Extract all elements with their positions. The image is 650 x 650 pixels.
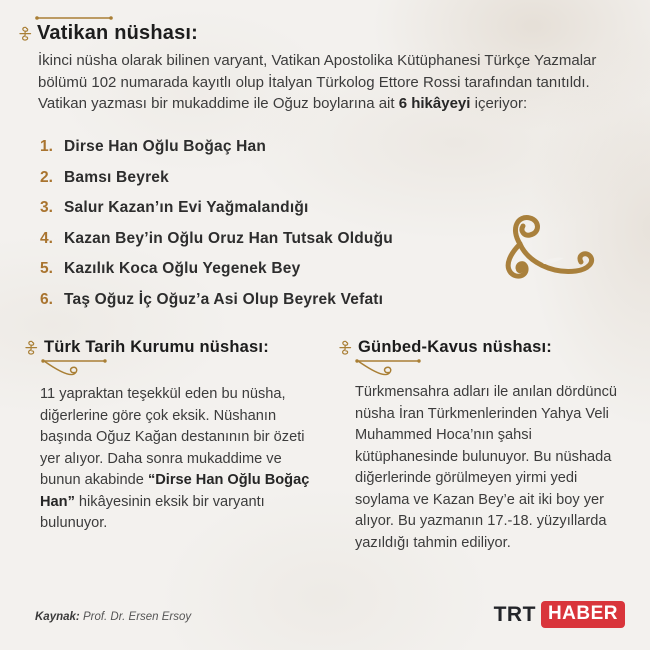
list-item-text: Salur Kazan’ın Evi Yağmalandığı <box>64 199 309 216</box>
fleuron-icon <box>24 339 39 357</box>
left-body-text: 11 yapraktan teşekkül eden bu nüsha, diğerlerine göre çok eksik. Nüshanın başında Oğuz Kağan destanının bir özeti yer alıyor. Daha sonra mukaddime ve bunun akabinde <box>40 386 305 488</box>
list-item-number: 2. <box>40 168 53 186</box>
right-column-body: Türkmensahra adları ile anılan dördüncü nüsha İran Türkmenlerinden Yahya Veli Muhammed Hoca’nın şahsi kütüphanesinde bulunuyor. Bu nüshada diğerlerinde görülmeyen yirmi yedi soylama ve Kazan Bey’e ait iki boy yer alıyor. Bu yazmanın 17.-18. yüzyıllarda yazıldığı tahmin ediliyor. <box>355 384 618 551</box>
list-item-text: Bamsı Beyrek <box>64 168 169 186</box>
list-item <box>40 260 393 278</box>
logo-haber-badge: HABER <box>541 601 625 628</box>
list-item <box>40 199 393 217</box>
main-title-row <box>18 22 198 45</box>
list-item-text: Kazan Bey’in Oğlu Oruz Han Tutsak Olduğu <box>64 229 393 247</box>
left-column-heading-row <box>24 338 269 357</box>
left-heading-underline-flourish <box>40 358 110 382</box>
intro-paragraph <box>38 50 630 115</box>
left-body-text-end: hikâyesinin eksik bir varyantı bulunuyor. <box>40 493 265 531</box>
list-item-number: 1. <box>40 138 53 155</box>
list-item <box>40 230 393 248</box>
list-item-number: 4. <box>40 229 53 247</box>
list-item <box>40 291 393 309</box>
left-column-body <box>40 384 316 535</box>
intro-text-end: içeriyor: <box>470 95 528 112</box>
right-heading-underline-flourish <box>354 358 424 382</box>
title-overline-rule <box>34 14 114 22</box>
source-credit <box>35 611 191 623</box>
left-body-bold-text: “Dirse Han Oğlu Boğaç Han” <box>40 472 310 510</box>
source-name: Prof. Dr. Ersen Ersoy <box>79 611 192 623</box>
list-item <box>40 138 393 156</box>
page-title: Vatikan nüshası: <box>37 22 199 44</box>
list-item-number: 6. <box>40 290 53 308</box>
intro-bold-text: 6 hikâyeyi <box>398 95 471 112</box>
list-item-text: Dirse Han Oğlu Boğaç Han <box>64 138 267 155</box>
trt-haber-logo <box>494 601 625 628</box>
right-column-title: Günbed-Kavus nüshası: <box>358 338 552 356</box>
intro-text: İkinci nüsha olarak bilinen varyant, Vatikan Apostolika Kütüphanesi Türkçe Yazmalar bölümü 102 numarada kayıtlı olup İtalyan Türkolog Ettore Rossi tarafından tanıtıldı. Vatikan yazması bir mukaddime ile Oğuz boylarına ait <box>38 52 597 112</box>
fleuron-icon <box>18 25 33 43</box>
logo-trt-text: TRT <box>493 602 536 626</box>
list-item-text: Kazılık Koca Oğlu Yegenek Bey <box>64 260 301 277</box>
right-column-heading-row <box>338 338 552 357</box>
story-list <box>40 138 393 321</box>
source-label: Kaynak: <box>35 611 80 623</box>
swirl-flourish-ornament <box>498 212 602 298</box>
list-item-number: 5. <box>40 260 53 277</box>
list-item <box>40 169 393 187</box>
list-item-text: Taş Oğuz İç Oğuz’a Asi Olup Beyrek Vefatı <box>64 290 384 308</box>
fleuron-icon <box>338 339 353 357</box>
list-item-number: 3. <box>40 199 53 216</box>
left-column-title: Türk Tarih Kurumu nüshası: <box>44 338 269 356</box>
